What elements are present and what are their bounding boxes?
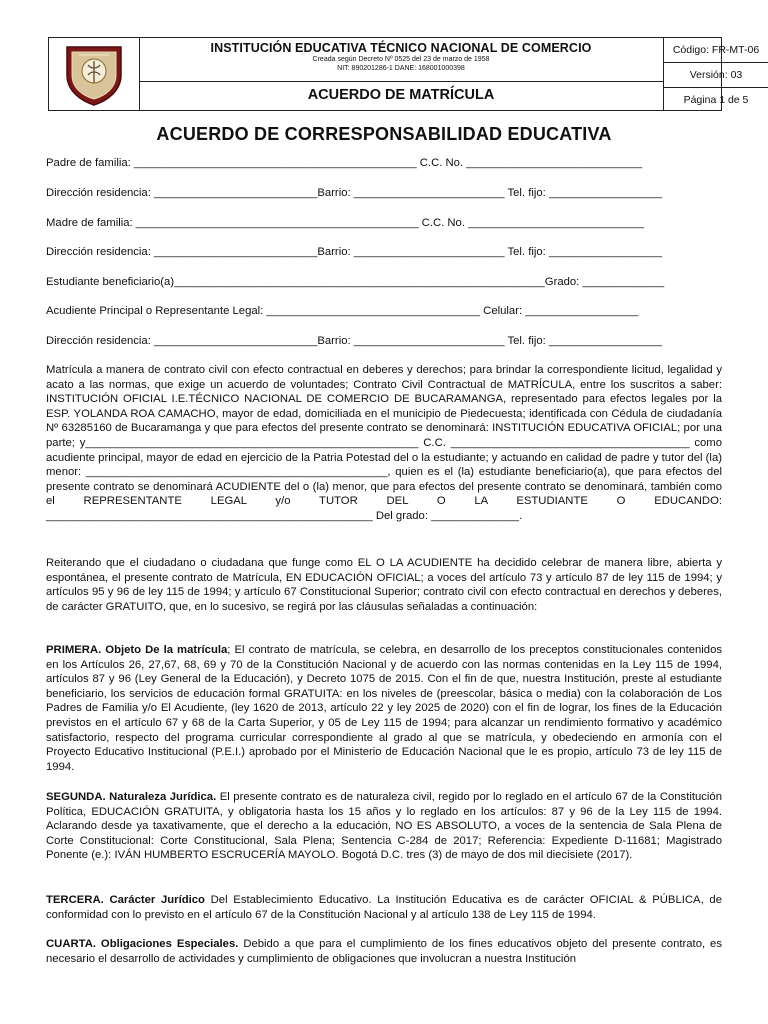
clause-tercera — [46, 893, 722, 922]
header-doc-title-block — [139, 81, 663, 110]
form-line-mother: Madre de familia: _____________________________________________ C.C. No. ____________________________ — [46, 217, 645, 229]
page-title: ACUERDO DE CORRESPONSABILIDAD EDUCATIVA — [156, 124, 612, 144]
clause-segunda-heading: SEGUNDA. Naturaleza Jurídica. — [46, 791, 217, 803]
decree-text: Creada según Decreto Nº 0525 del 23 de marzo de 1958 — [312, 56, 490, 63]
header-middle — [139, 38, 664, 110]
clause-cuarta — [46, 937, 722, 966]
header-meta — [663, 38, 760, 110]
clause-tercera-heading: TERCERA. Carácter Jurídico — [46, 894, 205, 906]
clause-tercera-text: Del Establecimiento Educativo. La Institución Educativa es de carácter OFICIAL & PÚBLICA, de conformidad con lo previsto en el artículo 67 de la Constitución Nacional y al artículo 138 de Ley 115 de 1994. — [46, 894, 722, 921]
institution-shield-logo — [61, 41, 127, 107]
nit-dane-text: NIT: 890201286-1 DANE: 168001000398 — [337, 65, 465, 72]
logo-cell — [49, 38, 140, 110]
clause-cuarta-heading: CUARTA. Obligaciones Especiales. — [46, 938, 239, 950]
institution-name: INSTITUCIÓN EDUCATIVA TÉCNICO NACIONAL DE COMERCIO — [210, 41, 592, 55]
form-line-guardian: Acudiente Principal o Representante Legal: __________________________________ Celular: __________________ — [46, 305, 639, 317]
clause-primera-text: ; El contrato de matrícula, se celebra, en desarrollo de los preceptos constitucionales contenidos en los Artículos 26, 27,67, 68, 69 y 70 de la Constitución Nacional y de acuerdo con las normas contenidas en la Ley 115 de 1994, artículos 87 y 96 (Ley General de la Educación), y Decreto 1075 de 2015. Con el fin de que, nuestra Institución, preste al estudiante beneficiario, los servicios de educación formal GRATUITA: en los niveles de (preescolar, básica o media) con la colaboración de Los Padres de Familia y/o El Acudiente, (ley 1620 de 2013, artículo 22 y ley 2025 de 2020) con el fin de lograr, los fines de la Educación previstos en el artículo 67 y 68 de la Carta Superior, y 05 de Ley 115 de 1994; para alcanzar un rendimiento formativo y académico satisfactorio, respecto del programa curricular correspondiente al grado al que se matrícula, y obedeciendo en armonía con el Proyecto Educativo Institucional (P.E.I.) aprobado por el Ministerio de Educación Nacional que le es propio, artículo 73 de ley 115 de 1994. — [46, 644, 722, 773]
doc-title: ACUERDO DE MATRÍCULA — [307, 87, 495, 103]
doc-page-number: Página 1 de 5 — [683, 94, 749, 106]
form-line-student: Estudiante beneficiario(a)___________________________________________________________Grado: _____________ — [46, 276, 665, 288]
document-header — [48, 37, 760, 111]
clause-cuarta-text: Debido a que para el cumplimiento de los fines educativos objeto del presente contrato, es necesario el desarrollo de actividades y cumplimiento de obligaciones que involucran a nuestra Institución — [46, 938, 722, 965]
form-line-address-1: Dirección residencia: __________________________Barrio: ________________________ Tel. fijo: __________________ — [46, 187, 663, 199]
paragraph-reiterating: Reiterando que el ciudadano o ciudadana que funge como EL O LA ACUDIENTE ha decidido celebrar de manera libre, abierta y espontánea, el presente contrato de Matrícula, EN EDUCACIÓN OFICIAL; a voces del artículo 73 y artículo 87 de ley 115 de 1994; y artículos 95 y 96 de ley 115 de 1994; y artículo 67 Constitucional Superior; contrato civil con efecto contractual en derechos y deberes, de carácter GRATUITO, que, en lo sucesivo, se regirá por las cláusulas señaladas a continuación: — [46, 557, 722, 613]
doc-version: Versión: 03 — [663, 63, 768, 88]
header-institution-block — [139, 38, 663, 82]
clause-primera — [46, 643, 722, 774]
clause-segunda-text: El presente contrato es de naturaleza civil, regido por lo reglado en el artículo 67 de la Constitución Política, EDUCACIÓN GRATUITA, y obligatoria hasta los 15 años y lo reglado en los artículos: 87 y 96 de la Ley 115 de 1994. Aclarando desde ya taxativamente, que el derecho a la educación, NO ES ABSOLUTO, a voces de la sentencia de Sala Plena de Corte Constitucional: Corte Constitucional, Sala Plena; Sentencia C-284 de 2017; Referencia: Expediente D-11681; Magistrado Ponente (e.): IVÁN HUMBERTO ESCRUCERÍA MAYOLO. Bogotá D.C. tres (3) de mayo de dos mil diecisiete (2017). — [46, 791, 722, 862]
form-line-address-2: Dirección residencia: __________________________Barrio: ________________________ Tel. fijo: __________________ — [46, 246, 663, 258]
clause-segunda — [46, 790, 722, 863]
form-line-address-3: Dirección residencia: __________________________Barrio: ________________________ Tel. fijo: __________________ — [46, 335, 663, 347]
form-line-father: Padre de familia: _____________________________________________ C.C. No. ____________________________ — [46, 157, 643, 169]
doc-code: Código: FR-MT-06 — [663, 38, 768, 63]
clause-primera-heading: PRIMERA. Objeto De la matrícula — [46, 644, 228, 656]
paragraph-contract-intro: Matrícula a manera de contrato civil con efecto contractual en deberes y derechos; para brindar la correspondiente licitud, legalidad y acato a las normas, que exige un acuerdo de voluntades; Contrato Civil Contractual de MATRÍCULA, entre los suscritos a saber: INSTITUCIÓN OFICIAL I.E.TÉCNICO NACIONAL DE COMERCIO DE BUCARAMANGA, representado para efectos legales por la ESP. YOLANDA ROA CAMACHO, mayor de edad, domiciliada en el municipio de Piedecuesta; identificada con Cédula de ciudadanía Nº 63285160 de Bucaramanga y que para efectos del presente contrato se denominará: INSTITUCIÓN EDUCATIVA OFICIAL; por una parte; y_____________________________________________________ C.C. ______________________________________ como acudiente principal, mayor de edad en ejercicio de la Patria Potestad del o la estudiante; y actuando en calidad de padre y tutor del (la) menor: ________________________________________________, quien es el (la) estudiante beneficiario(a), que para efectos del presente contrato se denominará ACUDIENTE del o (la) menor, que para efectos del presente contrato se denominará, también como el REPRESENTANTE LEGAL y/o TUTOR DEL O LA ESTUDIANTE O EDUCANDO: ____________________________________________________ Del grado: ______________. — [46, 364, 722, 522]
